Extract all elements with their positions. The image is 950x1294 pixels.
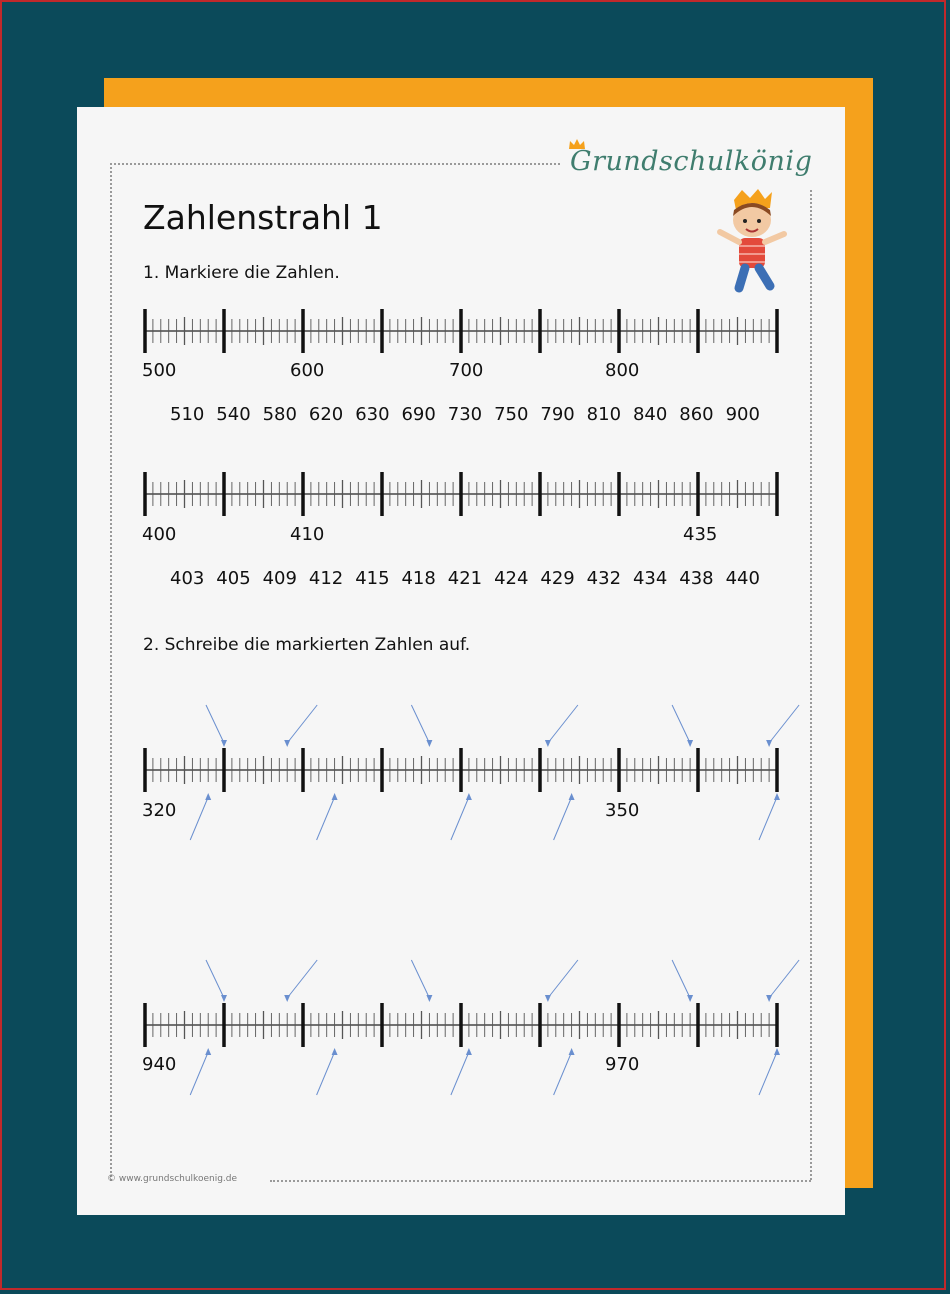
dotted-border-right [810,190,812,1180]
number-item: 415 [355,568,390,589]
dotted-border-top [110,163,560,165]
line-2-numbers [170,568,760,589]
number-item: 403 [170,568,205,589]
number-item: 418 [401,568,436,589]
line-1-label-1: 500 [142,360,177,381]
number-item: 690 [401,404,436,425]
number-line-2 [140,469,785,519]
number-item: 429 [540,568,575,589]
number-item: 440 [725,568,760,589]
dotted-border-bottom [270,1180,811,1182]
number-item: 860 [679,404,714,425]
footer-copyright: © www.grundschulkoenig.de [107,1174,238,1184]
number-item: 432 [586,568,622,589]
number-item: 438 [679,568,714,589]
number-line-1 [140,306,785,356]
brand-logo: Grundschulkönig [570,146,813,177]
line-2-label-1: 400 [142,524,177,545]
line-3-label-1: 320 [142,800,177,821]
number-item: 810 [586,404,622,425]
number-item: 409 [262,568,297,589]
line-2-label-2: 410 [290,524,325,545]
dotted-border-left [110,163,112,1181]
number-item: 630 [355,404,390,425]
number-item: 434 [632,568,668,589]
number-item: 580 [262,404,297,425]
task-1-instruction: 1. Markiere die Zahlen. [143,263,340,283]
line-4-label-2: 970 [605,1054,640,1075]
line-1-label-4: 800 [605,360,640,381]
line-3-label-2: 350 [605,800,640,821]
line-2-label-3: 435 [683,524,718,545]
number-item: 424 [494,568,529,589]
task-2-instruction: 2. Schreibe die markierten Zahlen auf. [143,635,471,655]
number-item: 790 [540,404,575,425]
number-item: 730 [447,404,483,425]
line-1-label-2: 600 [290,360,325,381]
number-item: 750 [494,404,529,425]
line-1-numbers [170,404,760,425]
line-1-label-3: 700 [449,360,484,381]
number-line-4 [140,1000,785,1050]
number-item: 421 [447,568,483,589]
number-item: 405 [216,568,251,589]
number-line-3 [140,745,785,795]
number-item: 412 [308,568,344,589]
number-item: 840 [632,404,668,425]
number-item: 540 [216,404,251,425]
number-item: 510 [170,404,205,425]
boy-illustration [712,188,792,298]
line-4-label-1: 940 [142,1054,177,1075]
page-title: Zahlenstrahl 1 [143,198,383,237]
number-item: 900 [725,404,760,425]
number-item: 620 [308,404,344,425]
